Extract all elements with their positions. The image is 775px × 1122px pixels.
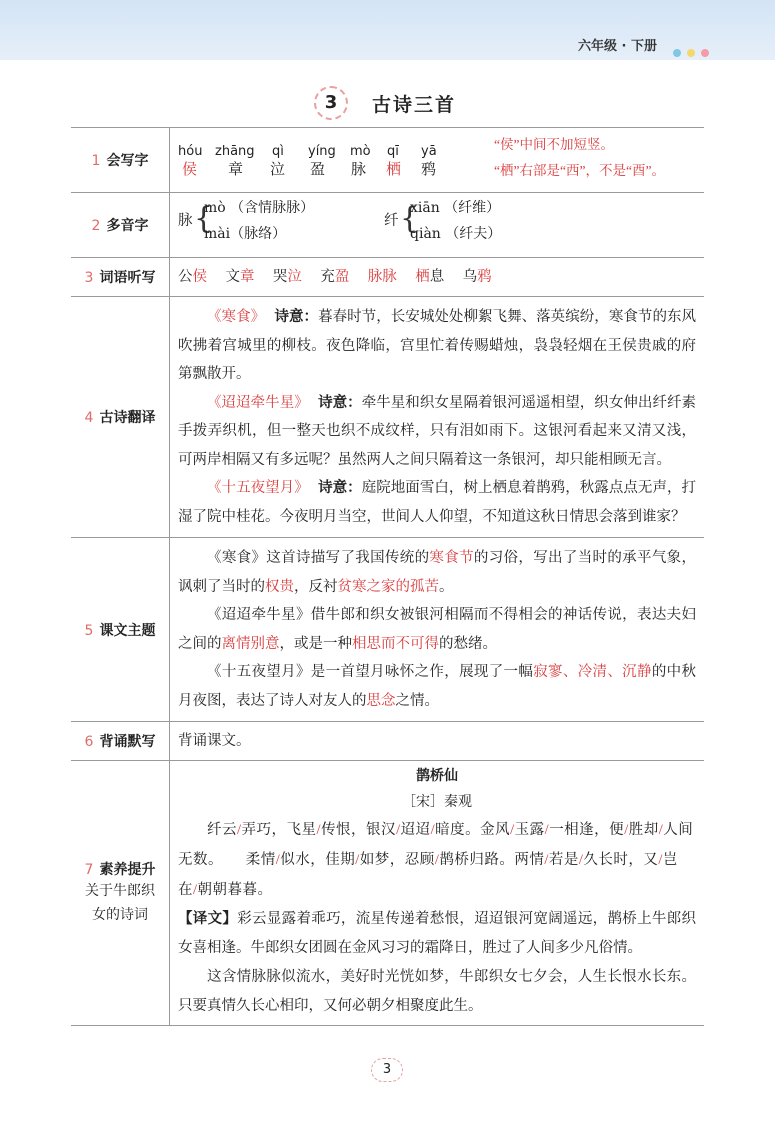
char-list [170, 128, 704, 192]
extension-content [170, 761, 704, 1025]
poem-text: 若是 [548, 852, 579, 868]
char: 脉 [351, 160, 367, 178]
row-recite [71, 722, 704, 761]
row-number: 4 [84, 410, 94, 426]
lesson-title: 古诗三首 [372, 94, 457, 116]
grade-label: 六年级 · 下册 [578, 39, 657, 54]
translation-item: 《十五夜望月》 诗意：庭院地面雪白，树上栖息着鹊鸦，秋露点点无声，打湿了院中桂花。今夜明月当空，世间人人仰望，不知道这秋日情思会落到谁家？ [178, 480, 697, 525]
word: 脉脉 [367, 269, 397, 285]
pause-mark: / [316, 822, 322, 838]
poem-text: 玉露 [514, 822, 545, 838]
row-title: 背诵默写 [99, 734, 156, 750]
pause-mark: / [237, 822, 242, 838]
word: 公侯 [178, 269, 207, 285]
poem-text: 胜却 [628, 822, 659, 838]
row-dictation [71, 258, 704, 297]
row-label [71, 722, 170, 760]
row-number: 2 [91, 218, 101, 234]
poem-translation: 【译文】彩云显露着乖巧，流星传递着愁恨，迢迢银河宽阔遥远，鹊桥上牛郎织女喜相逢。牛郎织女团圆在金风习习的霜降日，胜过了人间多少凡俗情。 [178, 911, 697, 956]
pause-mark: / [658, 852, 663, 868]
polyphone-list [170, 193, 704, 257]
lesson-header [0, 86, 775, 122]
poem-body [178, 815, 696, 905]
pinyin: qì [272, 144, 284, 159]
poem-text: 鹊桥归路。两情 [439, 852, 545, 868]
pause-mark: / [624, 822, 629, 838]
dot-pink [701, 49, 709, 57]
poem-text: 暗度。金风 [435, 822, 511, 838]
pause-mark: / [510, 822, 515, 838]
lesson-number: 3 [314, 86, 348, 120]
pause-mark: / [430, 822, 436, 838]
row-title: 素养提升 [99, 862, 156, 878]
row-translation [71, 297, 704, 538]
page-number: 3 [371, 1058, 403, 1082]
theme-item: 《十五夜望月》是一首望月咏怀之作，展现了一幅寂寥、冷清、沉静的中秋月夜图，表达了诗人对友人的思念之情。 [178, 664, 696, 709]
char-note: “栖”右部是“西”，不是“酉”。 [494, 163, 665, 178]
study-table [71, 127, 704, 1026]
pause-mark: / [396, 822, 401, 838]
pause-mark: / [544, 822, 550, 838]
translation-item: 《寒食》 诗意：暮春时节，长安城处处柳絮飞舞、落英缤纷，寒食节的东风吹拂着宫城里的柳枝。夜色降临，宫里忙着传赐蜡烛，袅袅轻烟在王侯贵戚的府第飘散开。 [178, 309, 697, 382]
row-subtitle: 女的诗词 [92, 907, 148, 923]
pause-mark: / [193, 882, 198, 898]
poem-text: 如梦，忍顾 [359, 852, 435, 868]
char: 盈 [310, 160, 326, 178]
poem-translation: 这含情脉脉似流水，美好时光恍如梦，牛郎织女七夕会，人生长恨水长东。只要真情久长心相印，又何必朝夕相聚度此生。 [178, 969, 696, 1014]
char-note: “侯”中间不加短竖。 [494, 137, 614, 152]
poem-text: 久长时，又 [583, 852, 659, 868]
row-title: 古诗翻译 [99, 410, 156, 426]
row-label [71, 761, 170, 1025]
row-theme [71, 538, 704, 722]
word: 充盈 [320, 269, 350, 285]
poem-text: 传恨，银汉 [321, 822, 397, 838]
pinyin: hóu [178, 144, 203, 159]
poly-char: 脉 [178, 213, 193, 229]
decor-dots [667, 42, 709, 61]
poem-text: 迢迢 [400, 822, 431, 838]
translation-item: 《迢迢牵牛星》 诗意：牵牛星和织女星隔着银河遥遥相望，织女伸出纤纤素手拨弄织机，但一整天也织不成纹样，只有泪如雨下。这银河看起来又清又浅，可两岸相隔又有多远呢？虽然两人之间只隔着这一条银河，却只能相顾无言。 [178, 394, 697, 468]
top-banner [0, 0, 775, 60]
dot-blue [673, 49, 681, 57]
char: 鸦 [421, 160, 437, 178]
row-subtitle: 关于牛郎织 [85, 883, 155, 899]
row-title: 多音字 [106, 218, 149, 234]
pause-mark: / [578, 852, 584, 868]
row-write-chars [71, 127, 704, 193]
brace: { [194, 201, 214, 236]
translation-list [170, 297, 704, 537]
row-title: 词语听写 [99, 270, 156, 286]
pause-mark: / [544, 852, 549, 868]
poem-text: 纤云 [207, 822, 237, 838]
char: 泣 [270, 160, 286, 178]
pinyin: yā [421, 144, 437, 159]
row-label [71, 128, 170, 192]
row-number: 7 [84, 862, 94, 878]
poly-reading: xiān （纤维） [410, 200, 501, 216]
pinyin: yíng [308, 144, 336, 159]
poly-reading: mò （含情脉脉） [204, 200, 315, 216]
word-list [170, 258, 704, 296]
row-number: 6 [84, 734, 94, 750]
row-title: 课文主题 [99, 622, 156, 639]
pause-mark: / [658, 822, 664, 838]
pause-mark: / [275, 852, 281, 868]
theme-item: 《寒食》这首诗描写了我国传统的寒食节的习俗，写出了当时的承平气象，讽刺了当时的权贵，反衬贫寒之家的孤苦。 [178, 550, 696, 595]
word: 文章 [225, 269, 255, 285]
word: 栖息 [415, 269, 445, 285]
poem-text: 朝朝暮暮。 [197, 882, 273, 898]
theme-list [170, 538, 704, 721]
pinyin: mò [350, 144, 371, 159]
row-extension [71, 761, 704, 1026]
pinyin: qī [387, 144, 399, 159]
char: 栖 [386, 160, 402, 178]
row-number: 1 [91, 153, 101, 169]
char: 章 [228, 160, 244, 178]
poem-title: 鹊桥仙 [416, 768, 458, 784]
pause-mark: / [355, 852, 360, 868]
row-label [71, 193, 170, 257]
pause-mark: / [434, 852, 440, 868]
poem-text: 弄巧，飞星 [241, 822, 317, 838]
dot-yellow [687, 49, 695, 57]
word: 乌鸦 [462, 269, 492, 285]
row-label [71, 258, 170, 296]
poly-reading: qiàn （纤夫） [410, 226, 502, 242]
poly-reading: mài（脉络） [204, 226, 287, 242]
row-number: 5 [84, 622, 94, 639]
pinyin: zhāng [215, 144, 255, 159]
row-polyphones [71, 193, 704, 258]
row-number: 3 [84, 270, 94, 286]
row-label [71, 538, 170, 721]
poem-text: 似水，佳期 [280, 852, 356, 868]
poem-author: ［宋］秦观 [402, 794, 472, 810]
poem-text: 一相逢，便 [549, 822, 625, 838]
row-title: 会写字 [106, 153, 149, 169]
theme-item: 《迢迢牵牛星》借牛郎和织女被银河相隔而不得相会的神话传说，表达夫妇之间的离情别意，或是一种相思而不可得的愁绪。 [178, 607, 696, 652]
word: 哭泣 [272, 269, 302, 285]
recite-text: 背诵课文。 [178, 733, 251, 749]
row-label [71, 297, 170, 537]
poem-text: 人间无数。 柔情 [178, 822, 694, 868]
poly-char: 纤 [384, 213, 399, 229]
poem-text: 岂在 [178, 852, 678, 898]
char: 侯 [182, 160, 198, 178]
brace: { [400, 201, 420, 236]
